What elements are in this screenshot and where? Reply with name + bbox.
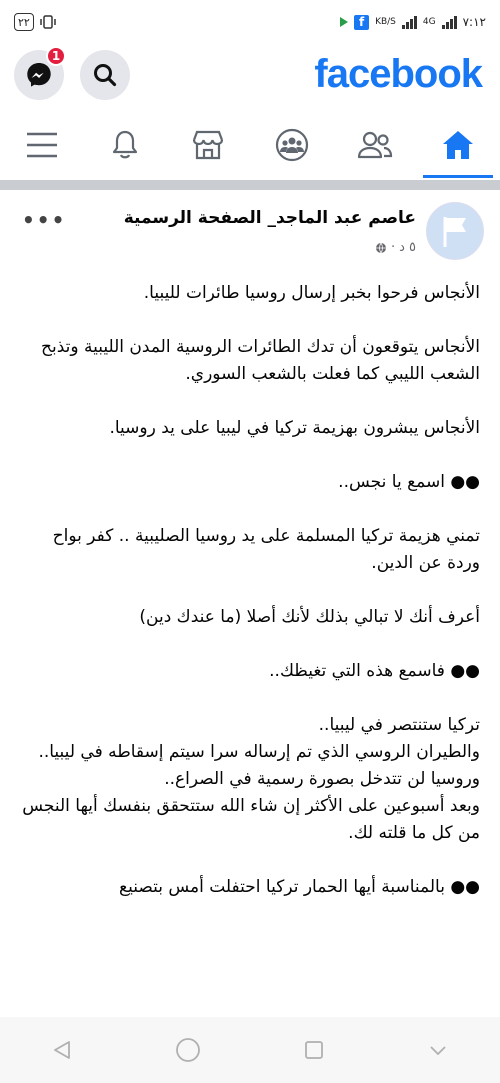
post-paragraph: ●● فاسمع هذه التي تغيظك.. — [269, 661, 480, 681]
recents-icon[interactable] — [303, 1039, 325, 1061]
vibrate-icon — [40, 14, 56, 30]
messenger-badge: 1 — [46, 46, 66, 66]
globe-icon — [375, 242, 387, 254]
feed-divider — [0, 180, 500, 190]
status-right — [340, 15, 486, 30]
signal-icon-2 — [442, 15, 457, 29]
page-avatar[interactable] — [426, 202, 484, 260]
clock: ٧:١٢ — [462, 15, 486, 29]
network-type: 4G — [422, 17, 436, 27]
battery-indicator — [14, 13, 34, 31]
messenger-button[interactable] — [14, 50, 64, 100]
status-left — [14, 13, 56, 31]
menu-icon — [25, 131, 59, 159]
tab-menu[interactable] — [7, 112, 77, 178]
friends-icon — [356, 130, 394, 160]
post-paragraph: والطيران الروسي الذي تم إرساله سرا سيتم إسقاطه في ليبيا.. — [38, 742, 480, 762]
flag-icon — [437, 213, 473, 249]
meta-separator: · — [390, 240, 396, 255]
signal-icon — [402, 15, 417, 29]
post-paragraph: الأنجاس فرحوا بخبر إرسال روسيا طائرات لليبيا. — [143, 283, 480, 303]
groups-icon — [275, 128, 309, 162]
chevron-down-icon[interactable] — [427, 1039, 449, 1061]
post-paragraph: وبعد أسبوعين على الأكثر إن شاء الله ستتحقق بنفسك أيها النجس من كل ما قلته لك. — [22, 796, 480, 843]
search-icon — [92, 62, 118, 88]
bell-icon — [110, 129, 140, 161]
page-name[interactable]: عاصم عبد الماجد_ الصفحة الرسمية — [123, 208, 416, 228]
marketplace-icon — [191, 129, 225, 161]
post-paragraph: الأنجاس يبشرون بهزيمة تركيا في ليبيا على يد روسيا. — [109, 418, 480, 438]
play-store-icon — [340, 17, 348, 27]
top-bar — [0, 44, 500, 110]
post-paragraph: ●● اسمع يا نجس.. — [338, 472, 480, 492]
post-header — [0, 196, 500, 266]
post-time[interactable]: ٥ د — [399, 240, 416, 255]
post-body — [22, 280, 480, 1025]
battery-level: ٢٢ — [18, 15, 30, 29]
tab-friends[interactable] — [340, 112, 410, 178]
tab-home[interactable] — [423, 112, 493, 178]
messenger-icon — [25, 61, 53, 89]
search-button[interactable] — [80, 50, 130, 100]
net-speed: KB/S — [375, 17, 396, 27]
facebook-logo[interactable]: facebook — [314, 52, 482, 96]
post-paragraph: تركيا ستنتصر في ليبيا.. — [318, 715, 480, 735]
post-paragraph: تمني هزيمة تركيا المسلمة على يد روسيا الصليبية .. كفر بواح وردة عن الدين. — [52, 526, 480, 573]
more-options-button[interactable]: ••• — [22, 208, 67, 232]
system-nav-bar — [0, 1017, 500, 1083]
tab-notifications[interactable] — [90, 112, 160, 178]
tab-marketplace[interactable] — [173, 112, 243, 178]
post-meta — [375, 240, 416, 255]
home-nav-icon[interactable] — [175, 1037, 201, 1063]
back-icon[interactable] — [51, 1039, 73, 1061]
status-bar — [0, 0, 500, 44]
tab-bar — [0, 112, 500, 178]
post-paragraph: وروسيا لن تتدخل بصورة رسمية في الصراع.. — [164, 769, 480, 789]
facebook-notification-icon: f — [354, 15, 369, 30]
tab-groups[interactable] — [257, 112, 327, 178]
home-icon — [441, 129, 475, 161]
post-paragraph: أعرف أنك لا تبالي بذلك لأنك أصلا (ما عندك دين) — [139, 607, 480, 627]
post-paragraph: الأنجاس يتوقعون أن تدك الطائرات الروسية المدن الليبية وتذبح الشعب الليبي كما فعلت بالشعب السوري. — [41, 337, 480, 384]
post-paragraph: ●● بالمناسبة أيها الحمار تركيا احتفلت أمس بتصنيع — [119, 877, 480, 897]
